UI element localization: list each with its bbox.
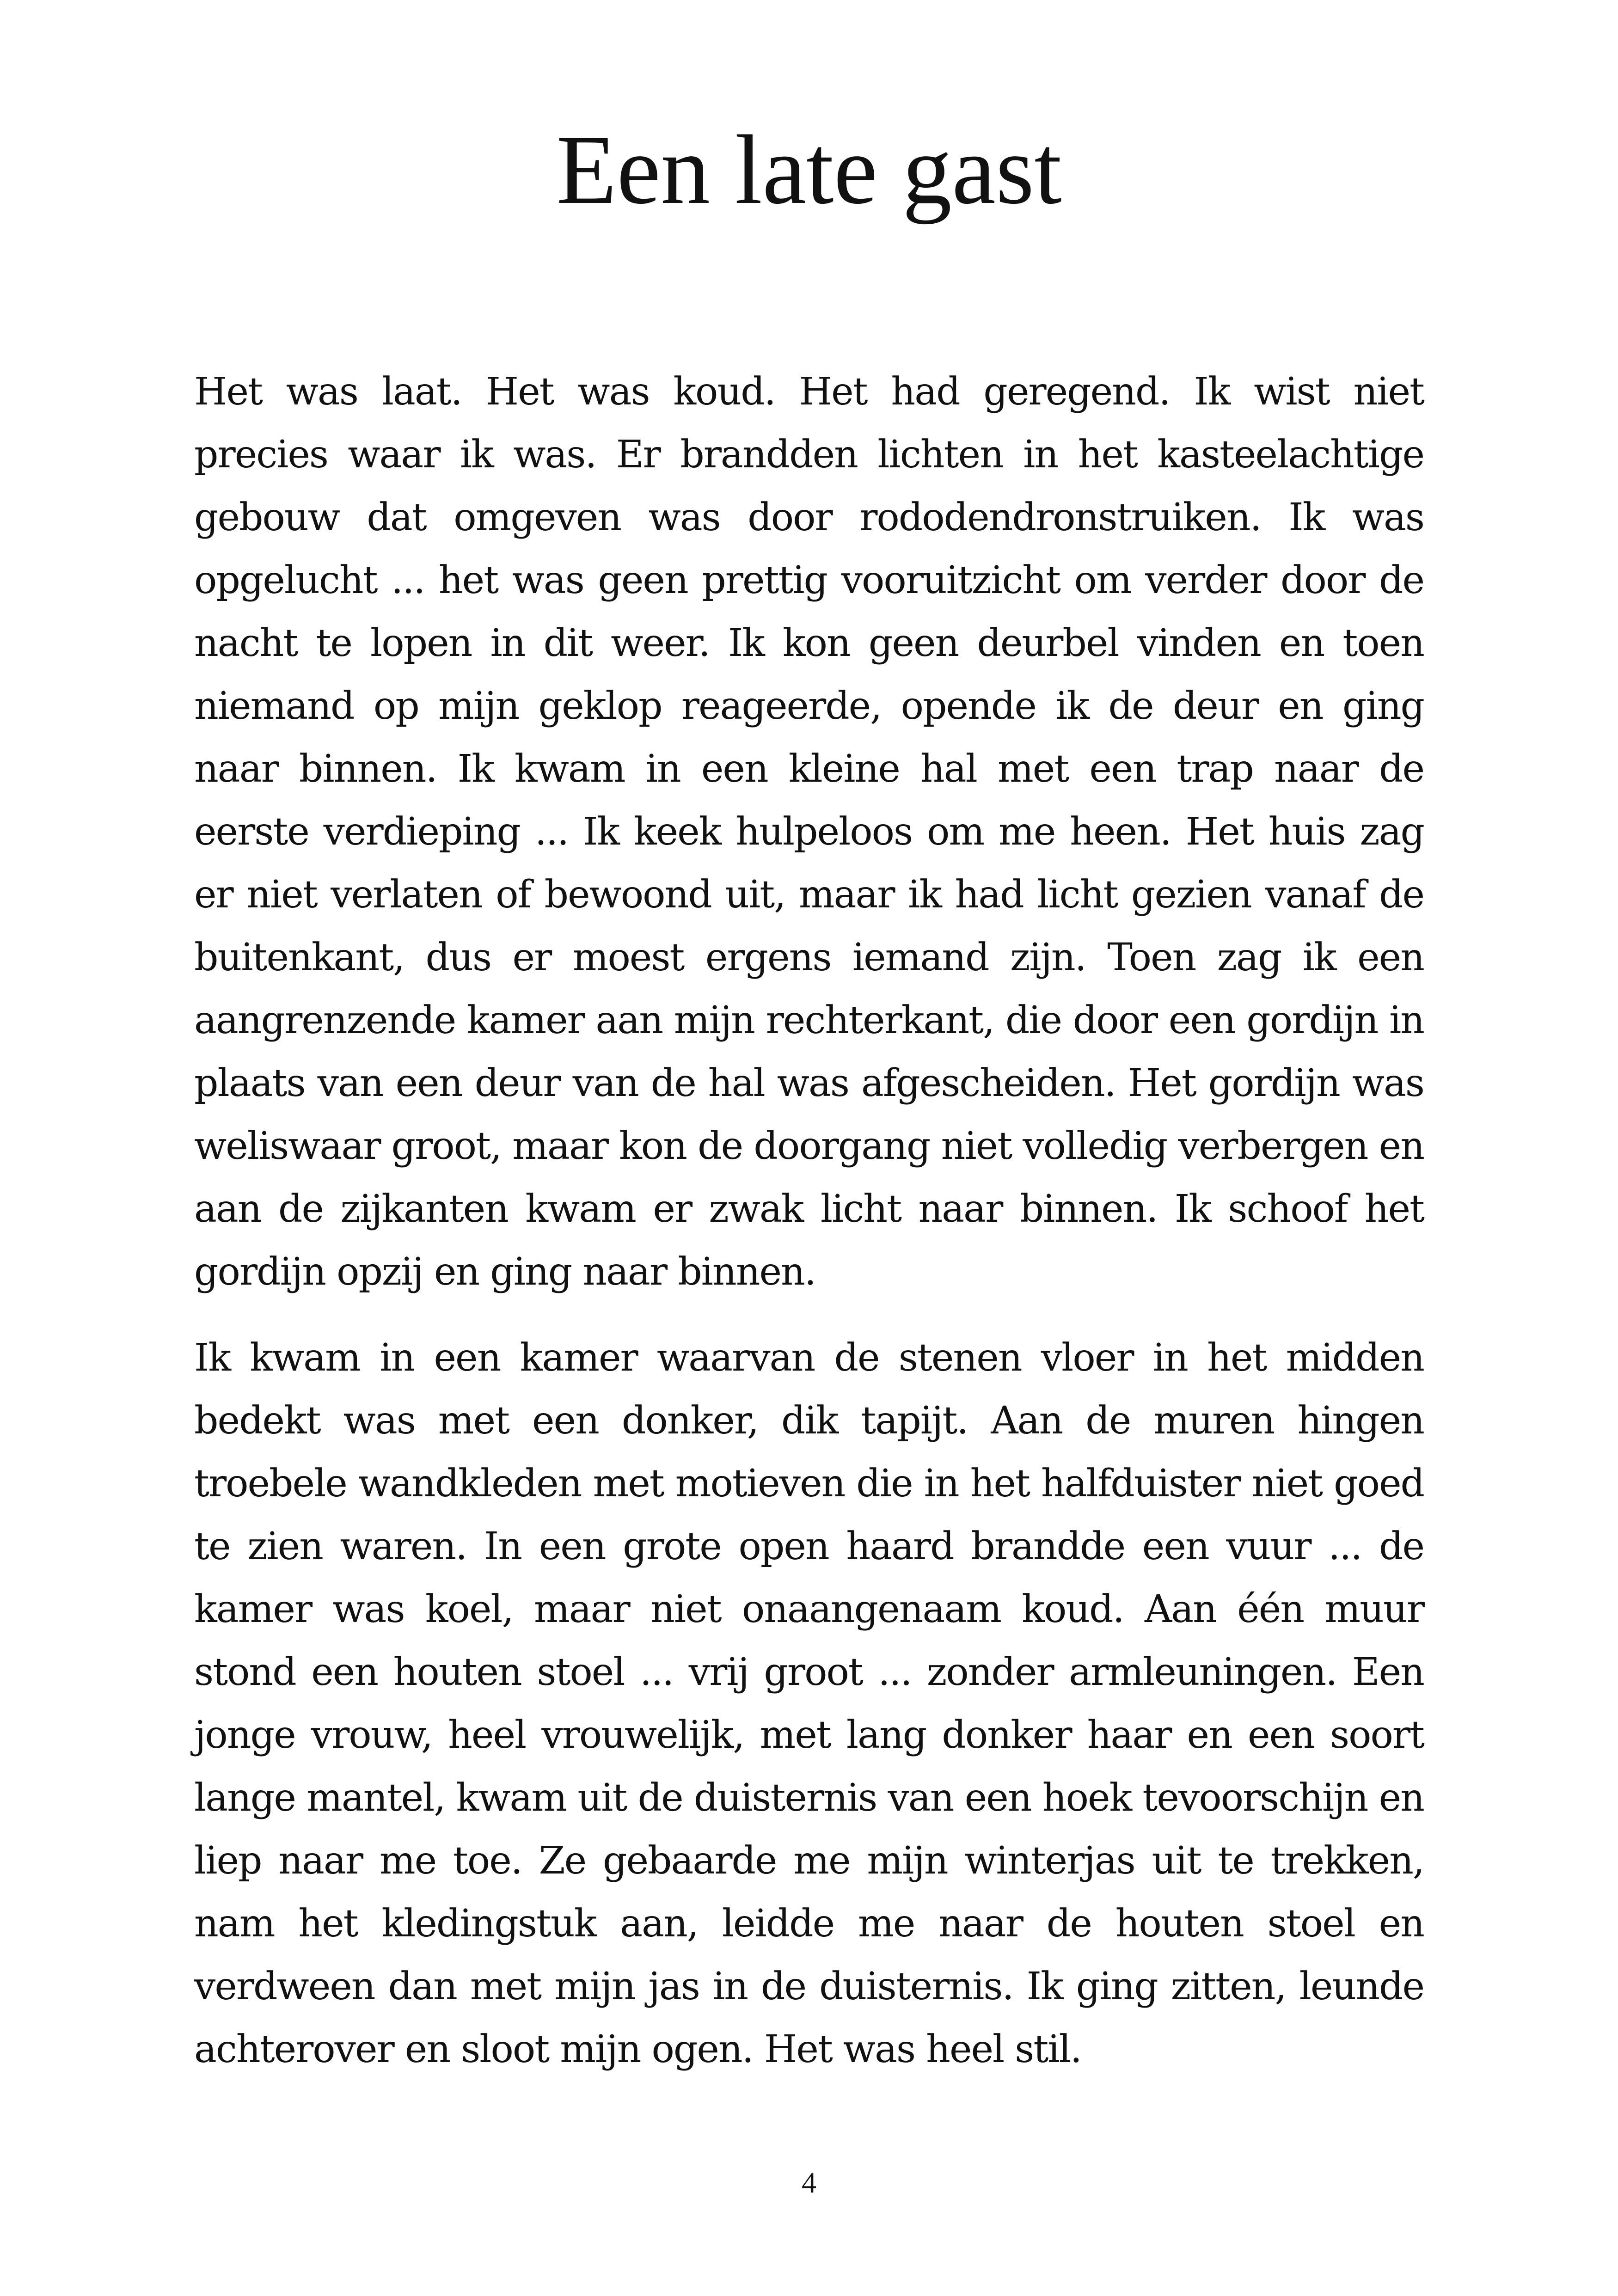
body-text (194, 361, 1424, 2104)
paragraph-1: Het was laat. Het was koud. Het had geregend. Ik wist niet precies waar ik was. Er brandden lichten in het kasteelachtige gebouw dat omgeven was door rododendronstruiken. Ik was opgelucht ... het was geen prettig vooruitzicht om verder door de nacht te lopen in dit weer. Ik kon geen deurbel vinden en toen niemand op mijn geklop reageerde, opende ik de deur en ging naar binnen. Ik kwam in een kleine hal met een trap naar de eerste verdieping ... Ik keek hulpeloos om me heen. Het huis zag er niet verlaten of bewoond uit, maar ik had licht gezien vanaf de buitenkant, dus er moest ergens iemand zijn. Toen zag ik een aangrenzende kamer aan mijn rechterkant, die door een gordijn in plaats van een deur van de hal was afgescheiden. Het gordijn was weliswaar groot, maar kon de doorgang niet volledig verbergen en aan de zijkanten kwam er zwak licht naar binnen. Ik schoof het gordijn opzij en ging naar binnen. (194, 370, 1424, 1294)
page-number: 4 (802, 2166, 816, 2199)
chapter-title: Een late gast (556, 115, 1062, 225)
paragraph-2: Ik kwam in een kamer waarvan de stenen vloer in het midden bedekt was met een donker, dik tapijt. Aan de muren hingen troebele wandkleden met motieven die in het halfduister niet goed te zien waren. In een grote open haard brandde een vuur ... de kamer was koel, maar niet onaangenaam koud. Aan één muur stond een houten stoel ... vrij groot ... zonder armleuningen. Een jonge vrouw, heel vrouwelijk, met lang donker haar en een soort lange mantel, kwam uit de duisternis van een hoek tevoorschijn en liep naar me toe. Ze gebaarde me mijn winterjas uit te trekken, nam het kledingstuk aan, leidde me naar de houten stoel en verdween dan met mijn jas in de duisternis. Ik ging zitten, leunde achterover en sloot mijn ogen. Het was heel stil. (194, 1336, 1424, 2071)
